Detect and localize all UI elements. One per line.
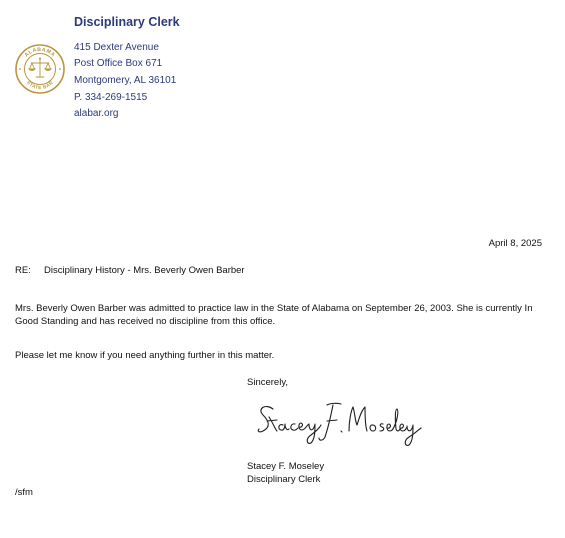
svg-text:STATE BAR: STATE BAR [25,79,55,91]
body-paragraph-2: Please let me know if you need anything further in this matter. [15,350,275,361]
signer-name: Stacey F. Moseley [247,461,325,472]
letterhead-title: Disciplinary Clerk [74,15,180,29]
handwritten-signature [255,395,425,447]
state-bar-seal-icon [15,44,65,94]
website-link[interactable]: alabar.org [74,108,119,119]
closing: Sincerely, [247,377,289,388]
po-box: Post Office Box 671 [74,58,163,69]
typist-initials: /sfm [15,487,33,498]
letter-date: April 8, 2025 [488,238,542,249]
city-state-zip: Montgomery, AL 36101 [74,75,177,86]
body-paragraph-1: Mrs. Beverly Owen Barber was admitted to practice law in the State of Alabama on September 26, 2003. She is currently In Good Standing and has received no discipline from this office. [15,303,533,327]
svg-text:ALABAMA: ALABAMA [23,46,57,59]
re-label: RE: [15,265,31,276]
re-subject: Disciplinary History - Mrs. Beverly Owen Barber [44,265,245,276]
street-address: 415 Dexter Avenue [74,42,159,53]
signer-title: Disciplinary Clerk [247,474,321,485]
phone-number: P. 334-269-1515 [74,92,148,103]
